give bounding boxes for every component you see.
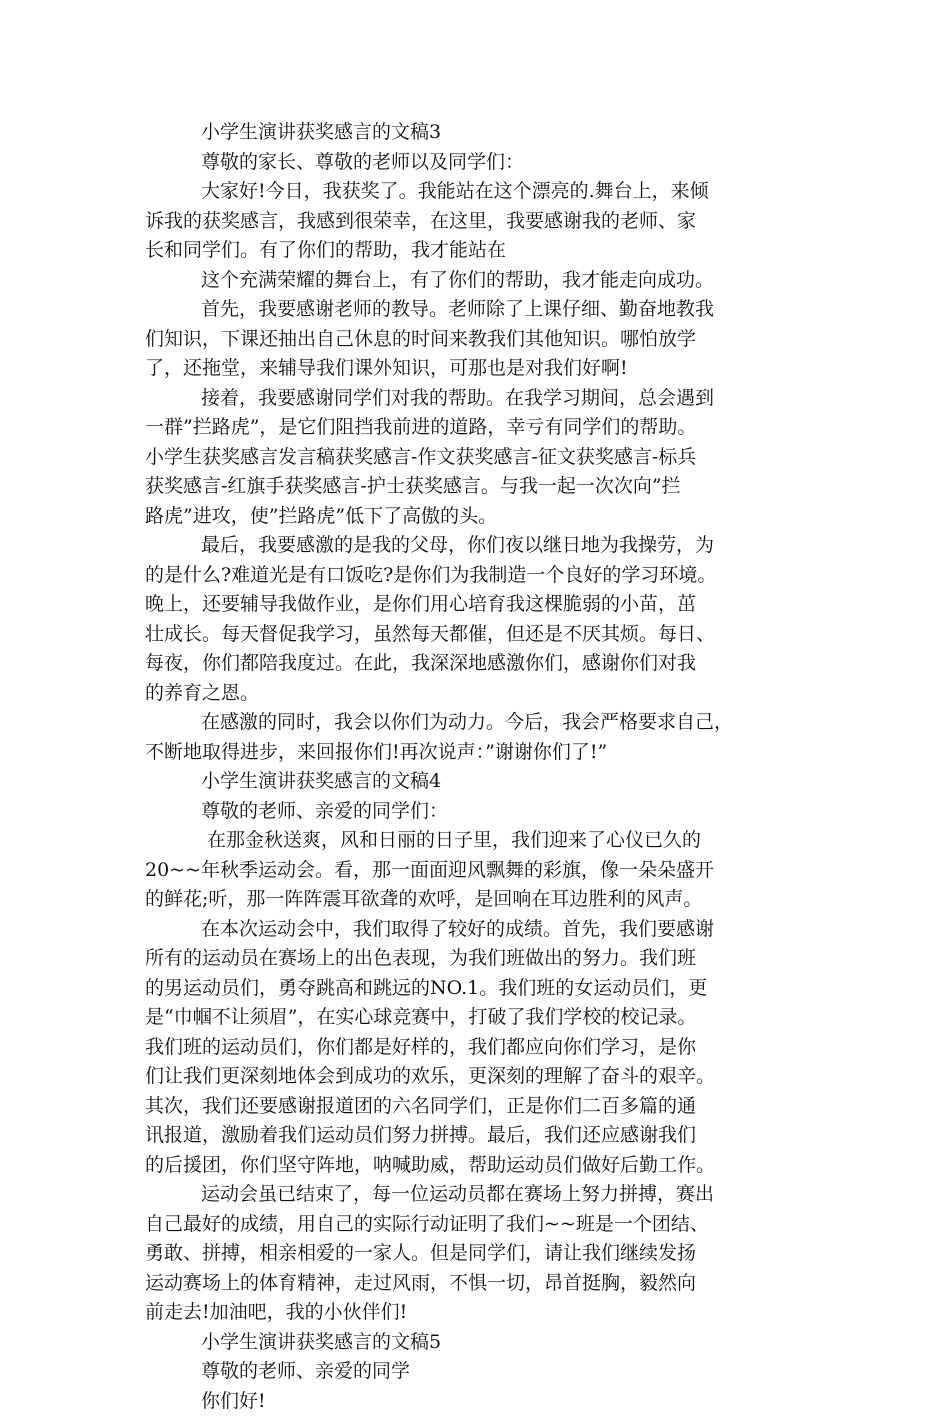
- text-line: 是“巾帼不让须眉”，在实心球竞赛中，打破了我们学校的校记录。: [145, 1003, 815, 1033]
- text-line: 最后，我要感激的是我的父母，你们夜以继日地为我操劳，为: [145, 531, 815, 561]
- text-line: 所有的运动员在赛场上的出色表现，为我们班做出的努力。我们班: [145, 944, 815, 974]
- text-line: 在本次运动会中，我们取得了较好的成绩。首先，我们要感谢: [145, 915, 815, 945]
- text-line: 尊敬的老师、亲爱的同学们：: [145, 797, 815, 827]
- text-line: 晚上，还要辅导我做作业，是你们用心培育我这棵脆弱的小苗，茁: [145, 590, 815, 620]
- text-line: 小学生演讲获奖感言的文稿3: [145, 118, 815, 148]
- text-line: 运动赛场上的体育精神，走过风雨，不惧一切，昂首挺胸，毅然向: [145, 1269, 815, 1299]
- document-page: [145, 118, 815, 1416]
- text-line: 自己最好的成绩，用自己的实际行动证明了我们~~班是一个团结、: [145, 1210, 815, 1240]
- text-line: 首先，我要感谢老师的教导。老师除了上课仔细、勤奋地教我: [145, 295, 815, 325]
- text-line: 的是什么?难道光是有口饭吃?是你们为我制造一个良好的学习环境。: [145, 561, 815, 591]
- text-line: 勇敢、拼搏，相亲相爱的一家人。但是同学们，请让我们继续发扬: [145, 1239, 815, 1269]
- text-line: 20~~年秋季运动会。看，那一面面迎风飘舞的彩旗，像一朵朵盛开: [145, 856, 815, 886]
- text-line: 一群”拦路虎”，是它们阻挡我前进的道路，幸亏有同学们的帮助。: [145, 413, 815, 443]
- text-line: 们让我们更深刻地体会到成功的欢乐，更深刻的理解了奋斗的艰辛。: [145, 1062, 815, 1092]
- text-line: 每夜，你们都陪我度过。在此，我深深地感激你们，感谢你们对我: [145, 649, 815, 679]
- text-line: 我们班的运动员们，你们都是好样的，我们都应向你们学习，是你: [145, 1033, 815, 1063]
- text-line: 这个充满荣耀的舞台上，有了你们的帮助，我才能走向成功。: [145, 266, 815, 296]
- text-line: 小学生演讲获奖感言的文稿5: [145, 1328, 815, 1358]
- text-line: 获奖感言-红旗手获奖感言-护士获奖感言。与我一起一次次向”拦: [145, 472, 815, 502]
- text-line: 的后援团，你们坚守阵地，呐喊助威，帮助运动员们做好后勤工作。: [145, 1151, 815, 1181]
- text-line: 诉我的获奖感言，我感到很荣幸，在这里，我要感谢我的老师、家: [145, 207, 815, 237]
- text-line: 不断地取得进步，来回报你们!再次说声：”谢谢你们了!”: [145, 738, 815, 768]
- text-line: 壮成长。每天督促我学习，虽然每天都催，但还是不厌其烦。每日、: [145, 620, 815, 650]
- text-line: 大家好!今日，我获奖了。我能站在这个漂亮的.舞台上，来倾: [145, 177, 815, 207]
- text-line: 小学生获奖感言发言稿获奖感言-作文获奖感言-征文获奖感言-标兵: [145, 443, 815, 473]
- text-line: 其次，我们还要感谢报道团的六名同学们，正是你们二百多篇的通: [145, 1092, 815, 1122]
- text-line: 在那金秋送爽，风和日丽的日子里，我们迎来了心仪已久的: [145, 826, 815, 856]
- text-line: 你们好!: [145, 1387, 815, 1416]
- text-line: 尊敬的家长、尊敬的老师以及同学们：: [145, 148, 815, 178]
- text-line: 长和同学们。有了你们的帮助，我才能站在: [145, 236, 815, 266]
- text-line: 的鲜花;听，那一阵阵震耳欲聋的欢呼，是回响在耳边胜利的风声。: [145, 885, 815, 915]
- text-line: 运动会虽已结束了，每一位运动员都在赛场上努力拼搏，赛出: [145, 1180, 815, 1210]
- text-line: 的男运动员们，勇夺跳高和跳远的NO.1。我们班的女运动员们，更: [145, 974, 815, 1004]
- text-line: 了，还拖堂，来辅导我们课外知识，可那也是对我们好啊!: [145, 354, 815, 384]
- text-line: 的养育之恩。: [145, 679, 815, 709]
- text-line: 们知识，下课还抽出自己休息的时间来教我们其他知识。哪怕放学: [145, 325, 815, 355]
- text-line: 路虎”进攻，使”拦路虎”低下了高傲的头。: [145, 502, 815, 532]
- text-line: 小学生演讲获奖感言的文稿4: [145, 767, 815, 797]
- text-line: 在感激的同时，我会以你们为动力。今后，我会严格要求自己，: [145, 708, 815, 738]
- text-line: 讯报道，激励着我们运动员们努力拼搏。最后，我们还应感谢我们: [145, 1121, 815, 1151]
- text-line: 前走去!加油吧，我的小伙伴们!: [145, 1298, 815, 1328]
- text-line: 尊敬的老师、亲爱的同学: [145, 1357, 815, 1387]
- text-line: 接着，我要感谢同学们对我的帮助。在我学习期间，总会遇到: [145, 384, 815, 414]
